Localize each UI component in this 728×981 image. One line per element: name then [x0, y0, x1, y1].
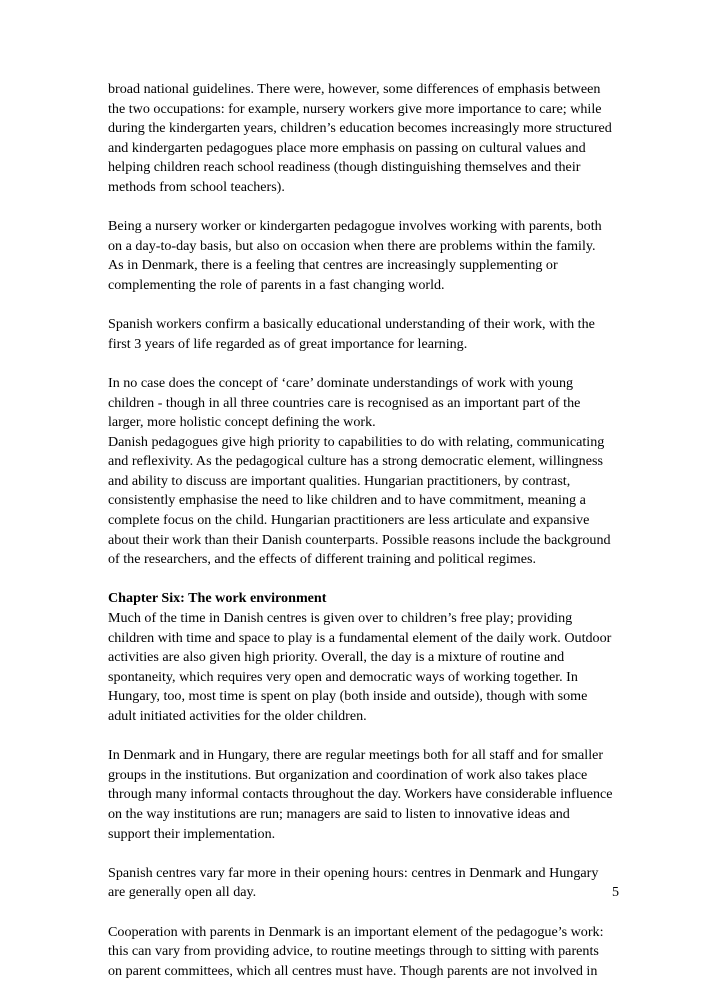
text-line: support their implementation. [108, 825, 276, 842]
text-line: larger, more holistic concept defining the work. [108, 414, 376, 431]
text-line: adult initiated activities for the older children. [108, 708, 367, 724]
text-line: first 3 years of life regarded as of great importance for learning. [108, 335, 468, 352]
text-line: helping children reach school readiness (though distinguishing themselves and their [108, 159, 581, 176]
text-line: and kindergarten pedagogues place more emphasis on passing on cultural values and [108, 139, 586, 156]
page-number: 5 [612, 884, 620, 900]
paragraph [108, 864, 628, 903]
text-line: children with time and space to play is a fundamental element of the daily work. Outdoor [108, 629, 612, 646]
paragraph [108, 80, 628, 198]
text-line: Danish pedagogues give high priority to capabilities to do with relating, communicating [108, 433, 605, 450]
text-line: children - though in all three countries care is recognised as an important part of the [108, 394, 581, 411]
text-line: broad national guidelines. There were, however, some differences of emphasis between [108, 81, 601, 97]
text-line: As in Denmark, there is a feeling that centres are increasingly supplementing or [108, 257, 558, 274]
text-line: on a day-to-day basis, but also on occasion when there are problems within the family. [108, 237, 596, 254]
text-line: about their work than their Danish counterparts. Possible reasons include the background [108, 531, 611, 548]
text-line: Being a nursery worker or kindergarten pedagogue involves working with parents, both [108, 218, 602, 235]
text-line: activities are also given high priority. Overall, the day is a mixture of routine and [108, 649, 565, 666]
text-line: consistently emphasise the need to like children and to have commitment, meaning a [108, 492, 586, 509]
text-line: and ability to discuss are important qualities. Hungarian practitioners, by contrast, [108, 472, 571, 489]
text-line: are generally open all day. [108, 884, 257, 901]
text-line: this can vary from providing advice, to routine meetings through to sitting with parents [108, 943, 599, 960]
text-line: the two occupations: for example, nursery workers give more importance to care; while [108, 100, 602, 117]
text-line: Cooperation with parents in Denmark is an important element of the pedagogue’s work: [108, 923, 604, 940]
page-body [108, 80, 628, 981]
text-line: on the way institutions are run; managers are said to listen to innovative ideas and [108, 805, 570, 822]
text-line: Hungary, too, most time is spent on play (both inside and outside), though with some [108, 688, 588, 705]
text-line: Spanish workers confirm a basically educational understanding of their work, with the [108, 316, 595, 333]
text-line: In no case does the concept of ‘care’ dominate understandings of work with young [108, 374, 574, 391]
paragraph [108, 374, 628, 570]
text-line: groups in the institutions. But organization and coordination of work also takes place [108, 766, 588, 783]
paragraph [108, 746, 628, 844]
chapter-heading: Chapter Six: The work environment [108, 590, 327, 607]
text-line: and reflexivity. As the pedagogical culture has a strong democratic element, willingness [108, 453, 603, 470]
text-line: during the kindergarten years, children’s education becomes increasingly more structured [108, 120, 612, 137]
text-line: complementing the role of parents in a fast changing world. [108, 276, 445, 293]
text-line: methods from school teachers). [108, 178, 285, 195]
text-line: Spanish centres vary far more in their opening hours: centres in Denmark and Hungary [108, 864, 599, 881]
paragraph [108, 589, 628, 726]
paragraph [108, 923, 628, 981]
text-line: complete focus on the child. Hungarian practitioners are less articulate and expansive [108, 512, 590, 529]
text-line: In Denmark and in Hungary, there are regular meetings both for all staff and for smaller [108, 747, 604, 764]
text-line: of the researchers, and the effects of different training and political regimes. [108, 551, 536, 568]
text-line: through many informal contacts throughout the day. Workers have considerable influence [108, 786, 613, 803]
paragraph [108, 217, 628, 295]
paragraph [108, 315, 628, 354]
text-line: on parent committees, which all centres must have. Though parents are not involved in [108, 962, 598, 979]
text-line: spontaneity, which requires very open and democratic ways of working together. In [108, 668, 578, 685]
text-line: Much of the time in Danish centres is given over to children’s free play; providing [108, 610, 573, 627]
